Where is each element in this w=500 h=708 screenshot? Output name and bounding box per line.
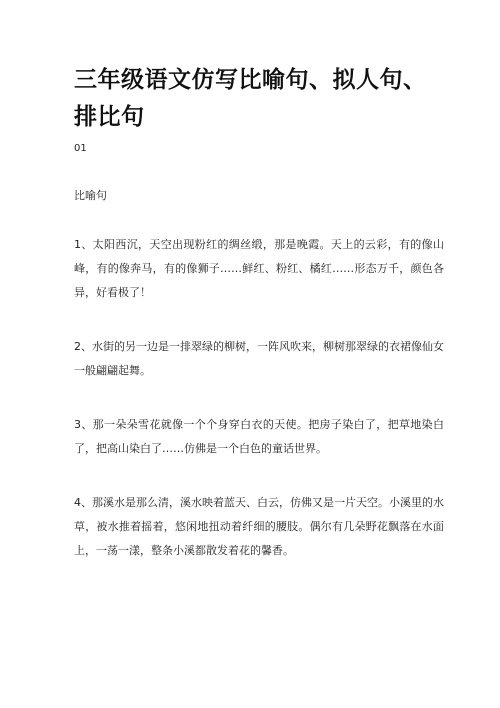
section-number: 01 <box>74 143 87 154</box>
paragraph-1: 1、太阳西沉，天空出现粉红的绸丝缎，那是晚霞。天上的云彩，有的像山峰，有的像奔马，有的像狮子……鲜红、粉红、橘红……形态万千，颜色各异，好看极了！ <box>74 238 444 299</box>
paragraph-3: 3、那一朵朵雪花就像一个个身穿白衣的天使。把房子染白了，把草地染白了，把高山染白了……仿佛是一个白色的童话世界。 <box>74 418 444 455</box>
paragraph-4: 4、那溪水是那么清，溪水映着蓝天、白云，仿佛又是一片天空。小溪里的水草，被水推着摇着，悠闲地扭动着纤细的腰肢。偶尔有几朵野花飘落在水面上，一荡一漾，整条小溪都散发着花的馨香。 <box>74 496 444 557</box>
document-page <box>74 62 444 574</box>
section-label: 比喻句 <box>74 189 107 202</box>
paragraph-2: 2、水街的另一边是一排翠绿的柳树，一阵风吹来，柳树那翠绿的衣裙像仙女一般翩翩起舞。 <box>74 340 444 377</box>
document-title: 三年级语文仿写比喻句、拟人句、排比句 <box>74 67 427 130</box>
